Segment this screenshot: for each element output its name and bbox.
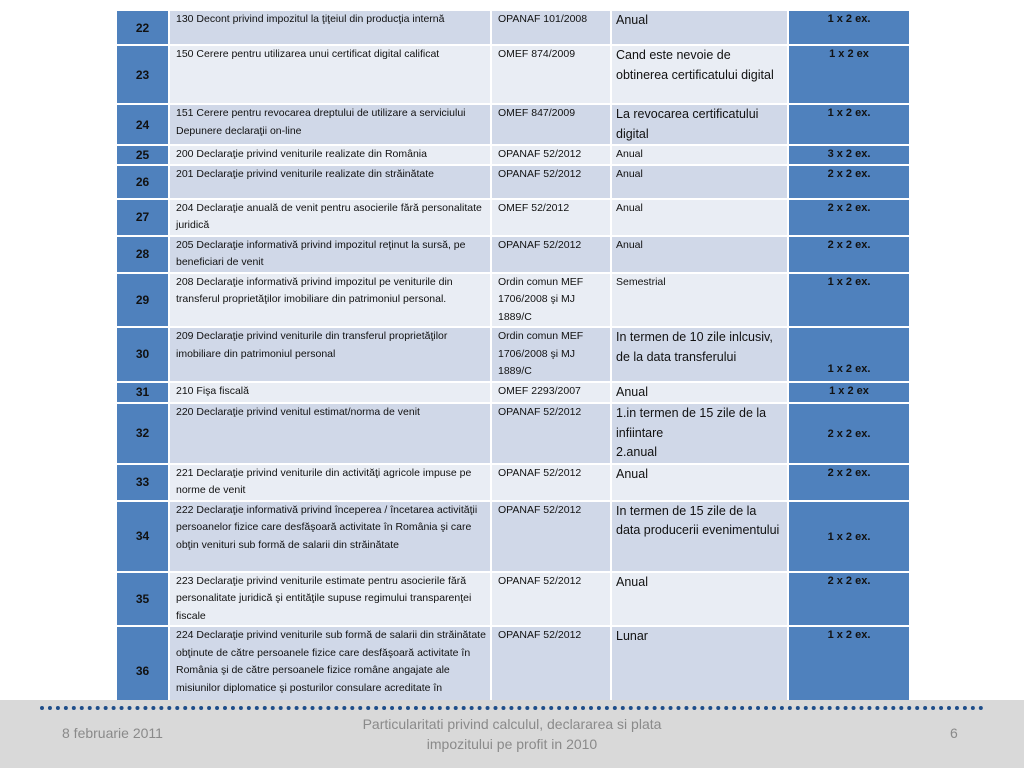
- filing-frequency: In termen de 10 zile inlcusiv, de la data transferului: [611, 327, 788, 382]
- row-number: 33: [116, 464, 169, 501]
- legal-act: Ordin comun MEF 1706/2008 şi MJ 1889/C: [491, 327, 611, 382]
- filing-frequency: La revocarea certificatului digital: [611, 104, 788, 145]
- copies-count: 2 x 2 ex.: [788, 464, 910, 501]
- row-number: 27: [116, 199, 169, 236]
- copies-count: 2 x 2 ex.: [788, 165, 910, 199]
- declaration-name: 210 Fişa fiscală: [169, 382, 491, 404]
- declaration-name: 223 Declaraţie privind veniturile estimate pentru asocierile fără personalitate juridică şi entităţile supuse regimului transparenţei fiscale: [169, 572, 491, 627]
- declaration-name: 130 Decont privind impozitul la ţiţeiul din producţia internă: [169, 10, 491, 45]
- filing-frequency: Anual: [611, 464, 788, 501]
- declaration-name: 151 Cerere pentru revocarea dreptului de utilizare a serviciului Depunere declaraţii on-line: [169, 104, 491, 145]
- table-row: [116, 104, 910, 145]
- row-number: 29: [116, 273, 169, 328]
- table-row: [116, 199, 910, 236]
- copies-count: 2 x 2 ex.: [788, 236, 910, 273]
- table-row: [116, 45, 910, 104]
- legal-act: OPANAF 52/2012: [491, 501, 611, 572]
- declaration-name: 222 Declaraţie informativă privind începerea / încetarea activităţii persoanelor fizice care desfăşoară activitate în România şi care obţin venituri sub formă de salarii din străinătate: [169, 501, 491, 572]
- row-number: 31: [116, 382, 169, 404]
- table-row: [116, 572, 910, 627]
- copies-count: 1 x 2 ex.: [788, 10, 910, 45]
- declaration-name: 205 Declaraţie informativă privind impozitul reţinut la sursă, pe beneficiari de venit: [169, 236, 491, 273]
- copies-count: 2 x 2 ex.: [788, 572, 910, 627]
- row-number: 28: [116, 236, 169, 273]
- table-row: [116, 145, 910, 165]
- copies-count: 1 x 2 ex.: [788, 501, 910, 572]
- table-row: [116, 464, 910, 501]
- copies-count: 1 x 2 ex.: [788, 273, 910, 328]
- declaration-name: 220 Declaraţie privind venitul estimat/norma de venit: [169, 403, 491, 464]
- filing-frequency: Anual: [611, 199, 788, 236]
- declaration-name: 200 Declaraţie privind veniturile realizate din România: [169, 145, 491, 165]
- declaration-name: 204 Declaraţie anuală de venit pentru asocierile fără personalitate juridică: [169, 199, 491, 236]
- row-number: 24: [116, 104, 169, 145]
- declaration-name: 208 Declaraţie informativă privind impozitul pe veniturile din transferul proprietăţilor imobiliare din patrimoniul personal.: [169, 273, 491, 328]
- legal-act: Ordin comun MEF 1706/2008 şi MJ 1889/C: [491, 273, 611, 328]
- copies-count: 2 x 2 ex.: [788, 199, 910, 236]
- copies-count: 1 x 2 ex: [788, 45, 910, 104]
- filing-frequency: Cand este nevoie de obtinerea certificatului digital: [611, 45, 788, 104]
- row-number: 30: [116, 327, 169, 382]
- filing-frequency: Anual: [611, 165, 788, 199]
- copies-count: 1 x 2 ex.: [788, 626, 910, 716]
- declaration-name: 150 Cerere pentru utilizarea unui certificat digital calificat: [169, 45, 491, 104]
- legal-act: OMEF 2293/2007: [491, 382, 611, 404]
- footer-date: 8 februarie 2011: [62, 725, 163, 741]
- declaration-name: 209 Declaraţie privind veniturile din transferul proprietăţilor imobiliare din patrimoniul personal: [169, 327, 491, 382]
- table-row: [116, 165, 910, 199]
- slide-number: 6: [950, 725, 958, 741]
- copies-count: 3 x 2 ex.: [788, 145, 910, 165]
- filing-frequency: Semestrial: [611, 273, 788, 328]
- slide-footer: [0, 700, 1024, 768]
- copies-count: 1 x 2 ex.: [788, 104, 910, 145]
- legal-act: OMEF 874/2009: [491, 45, 611, 104]
- declaration-name: 201 Declaraţie privind veniturile realizate din străinătate: [169, 165, 491, 199]
- legal-act: OPANAF 52/2012: [491, 572, 611, 627]
- filing-frequency: Lunar: [611, 626, 788, 716]
- footer-dotted-divider: [40, 706, 984, 710]
- table-row: [116, 10, 910, 45]
- legal-act: OPANAF 52/2012: [491, 145, 611, 165]
- row-number: 23: [116, 45, 169, 104]
- filing-frequency: In termen de 15 zile de la data producerii evenimentului: [611, 501, 788, 572]
- legal-act: OMEF 847/2009: [491, 104, 611, 145]
- table-row: [116, 273, 910, 328]
- footer-title: Particularitati privind calculul, declararea si plata impozitului pe profit in 2010: [362, 716, 662, 752]
- table-row: [116, 327, 910, 382]
- filing-frequency: Anual: [611, 10, 788, 45]
- copies-count: 1 x 2 ex: [788, 382, 910, 404]
- filing-frequency: Anual: [611, 236, 788, 273]
- filing-frequency: Anual: [611, 382, 788, 404]
- declarations-table: [115, 9, 911, 717]
- table-row: [116, 236, 910, 273]
- legal-act: OPANAF 52/2012: [491, 464, 611, 501]
- declaration-name: 221 Declaraţie privind veniturile din activităţi agricole impuse pe norme de venit: [169, 464, 491, 501]
- table-row: [116, 403, 910, 464]
- row-number: 26: [116, 165, 169, 199]
- filing-frequency: 1.in termen de 15 zile de la infiintare 2.anual: [611, 403, 788, 464]
- row-number: 22: [116, 10, 169, 45]
- filing-frequency: Anual: [611, 572, 788, 627]
- legal-act: OPANAF 52/2012: [491, 236, 611, 273]
- legal-act: OPANAF 52/2012: [491, 626, 611, 716]
- row-number: 35: [116, 572, 169, 627]
- row-number: 36: [116, 626, 169, 716]
- filing-frequency: Anual: [611, 145, 788, 165]
- row-number: 34: [116, 501, 169, 572]
- table-row: [116, 382, 910, 404]
- legal-act: OPANAF 101/2008: [491, 10, 611, 45]
- table-row: [116, 501, 910, 572]
- declaration-name: 224 Declaraţie privind veniturile sub formă de salarii din străinătate obţinute de către persoanele fizice care desfăşoară activitate în România şi de către persoanele fizice române angajate ale misiunilor diplomatice şi posturilor consulare acreditate în: [169, 626, 491, 716]
- copies-count: 1 x 2 ex.: [788, 327, 910, 382]
- legal-act: OMEF 52/2012: [491, 199, 611, 236]
- row-number: 32: [116, 403, 169, 464]
- copies-count: 2 x 2 ex.: [788, 403, 910, 464]
- row-number: 25: [116, 145, 169, 165]
- legal-act: OPANAF 52/2012: [491, 403, 611, 464]
- legal-act: OPANAF 52/2012: [491, 165, 611, 199]
